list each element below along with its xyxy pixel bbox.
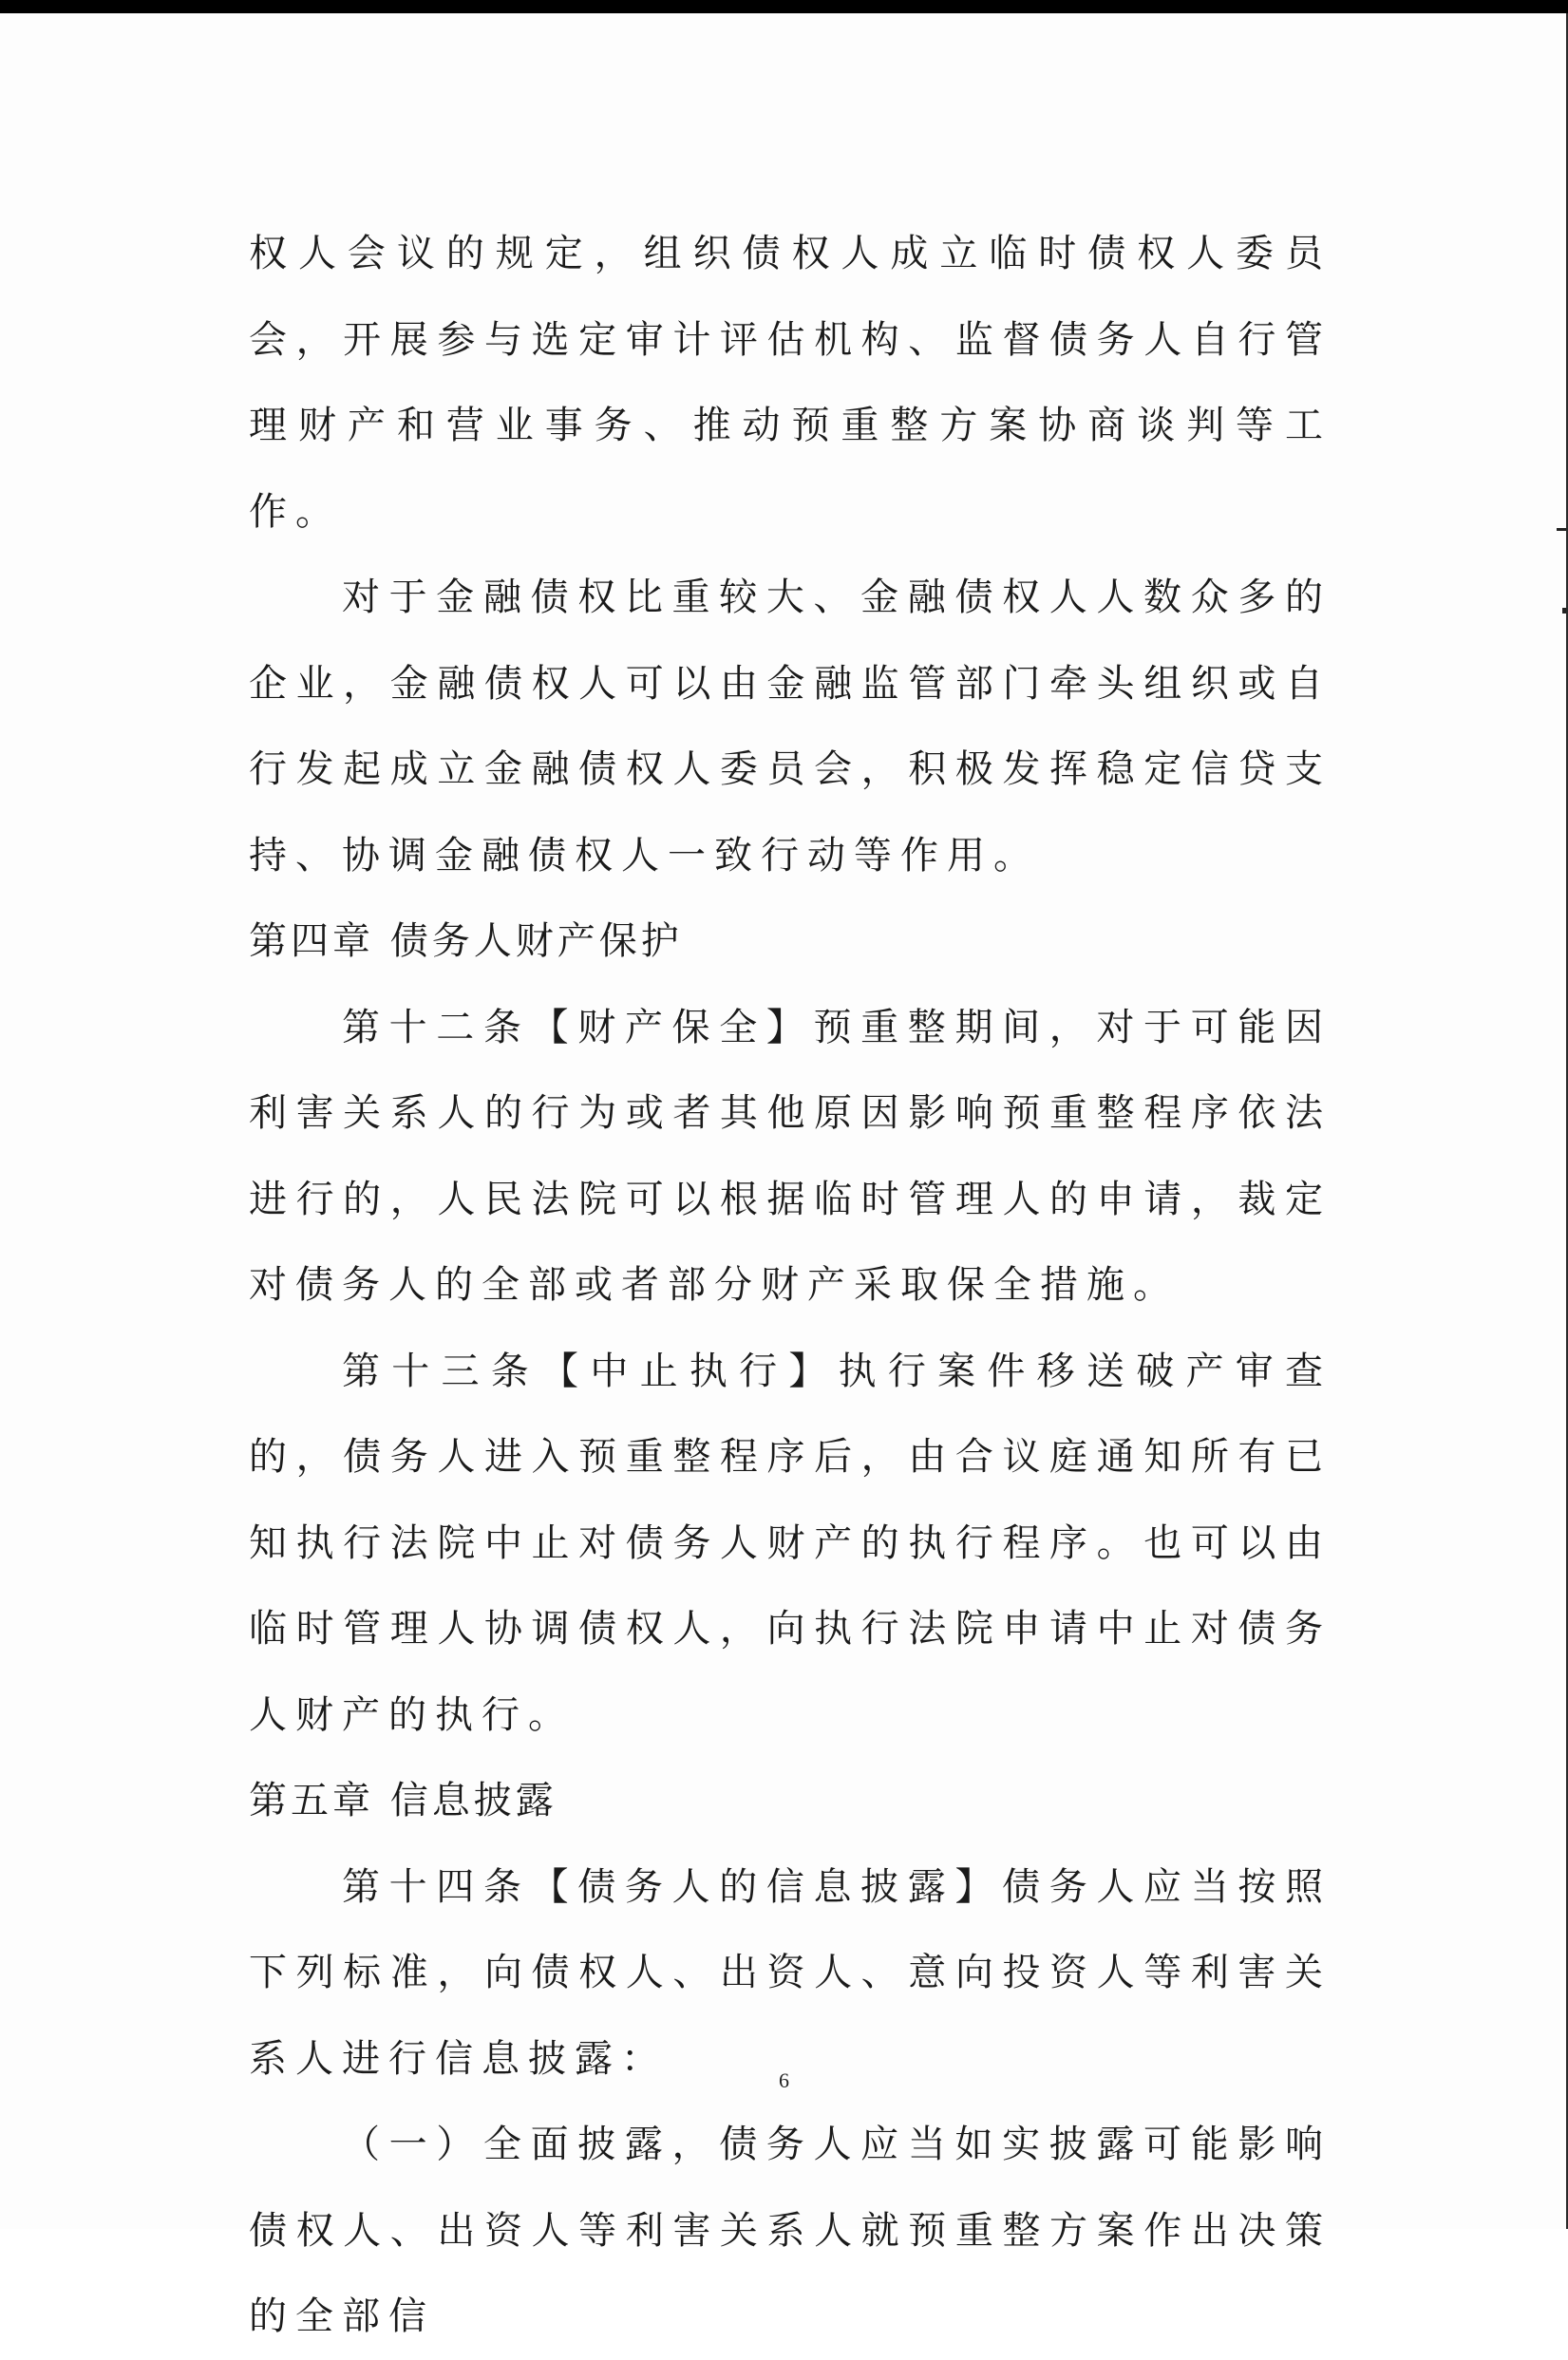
chapter-heading: 第四章 债务人财产保护 — [249, 919, 683, 963]
scan-edge-mark — [1562, 608, 1566, 614]
article-12: 第十二条【财产保全】预重整期间，对于可能因利害关系人的行为或者其他原因影响预重整程序依法进行的，人民法院可以根据临时管理人的申请，裁定对债务人的全部或者部分财产采取保全措施。 — [249, 1005, 1332, 1307]
paragraph-continuation: 权人会议的规定，组织债权人成立临时债权人委员会，开展参与选定审计评估机构、监督债务人自行管理财产和营业事务、推动预重整方案协商谈判等工作。 — [249, 232, 1332, 534]
paragraph: 对于金融债权比重较大、金融债权人人数众多的企业，金融债权人可以由金融监管部门牵头组织或自行发起成立金融债权人委员会，积极发挥稳定信贷支持、协调金融债权人一致行动等作用。 — [249, 576, 1332, 878]
article-14: 第十四条【债务人的信息披露】债务人应当按照下列标准，向债权人、出资人、意向投资人等利害关系人进行信息披露： — [249, 1864, 1332, 2081]
scan-top-edge — [0, 0, 1568, 13]
chapter-heading: 第五章 信息披露 — [249, 1779, 557, 1822]
document-body — [249, 211, 1332, 2360]
scan-edge-mark — [1557, 528, 1566, 531]
article-13: 第十三条【中止执行】执行案件移送破产审查的，债务人进入预重整程序后，由合议庭通知所有已知执行法院中止对债务人财产的执行程序。也可以由临时管理人协调债权人，向执行法院申请中止对债务人财产的执行。 — [249, 1349, 1332, 1737]
article-14-item-1: （一）全面披露，债务人应当如实披露可能影响债权人、出资人等利害关系人就预重整方案作出决策的全部信 — [249, 2123, 1332, 2338]
page-number: 6 — [779, 2068, 789, 2092]
